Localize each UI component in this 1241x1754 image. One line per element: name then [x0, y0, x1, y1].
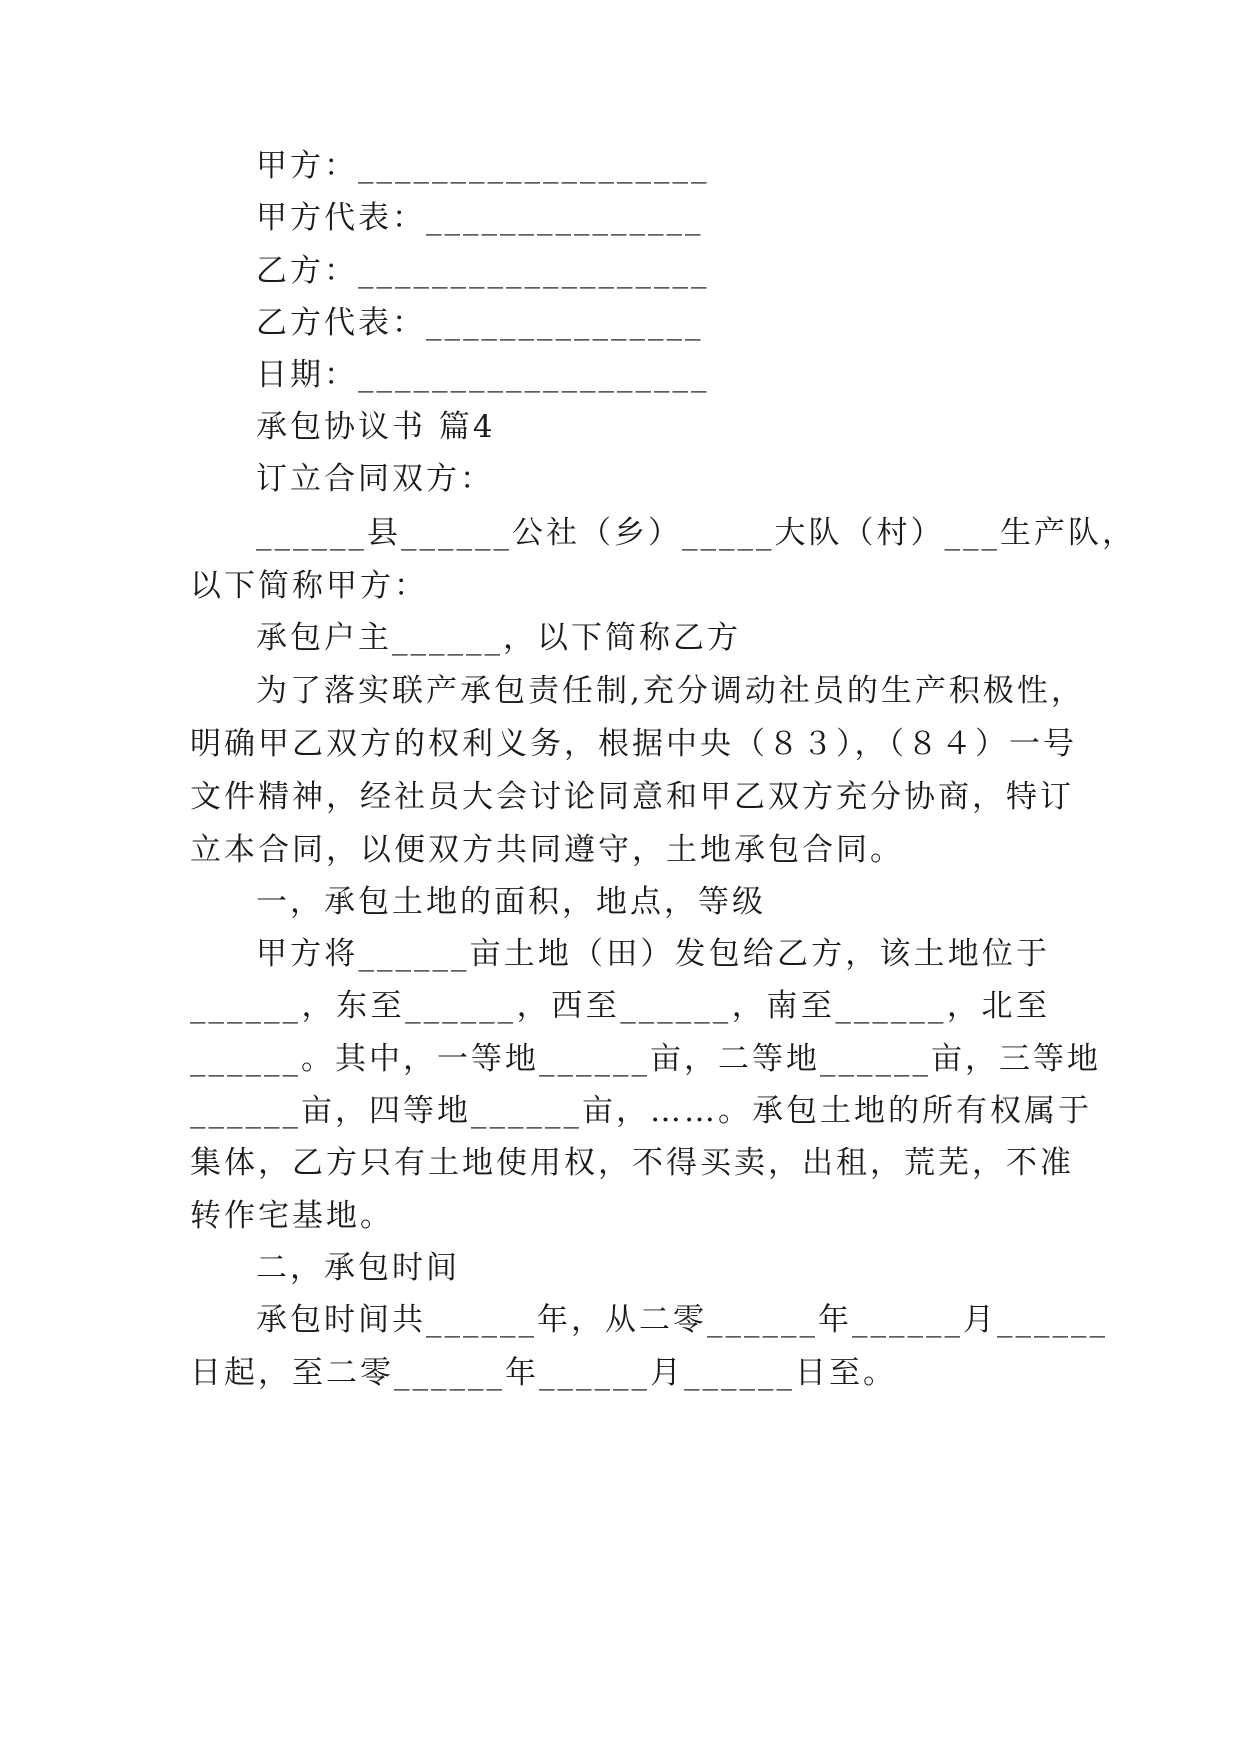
party-a-representative-line: 甲方代表：_______________: [256, 200, 704, 236]
paragraph-line: ______，东至______，西至______，南至______，北至: [190, 988, 1050, 1024]
paragraph-line: 甲方将______亩土地（田）发包给乙方，该土地位于: [256, 936, 1050, 972]
paragraph-line: 立本合同，以便双方共同遵守，土地承包合同。: [190, 832, 904, 868]
party-a-line: 甲方：___________________: [256, 148, 710, 184]
paragraph-line: 承包时间共______年，从二零______年______月______: [256, 1302, 1108, 1338]
section-title: 承包协议书 篇4: [256, 409, 496, 445]
paragraph-line: 集体，乙方只有土地使用权，不得买卖，出租，荒芜，不准: [190, 1145, 1074, 1181]
paragraph-line: 以下简称甲方：: [190, 568, 428, 604]
paragraph-line: 明确甲乙双方的权利义务，根据中央（８３），（８４）一号: [190, 726, 1077, 762]
clause-heading-1: 一，承包土地的面积，地点，等级: [256, 884, 766, 920]
party-b-representative-line: 乙方代表：_______________: [256, 305, 704, 341]
clause-heading-2: 二，承包时间: [256, 1250, 460, 1286]
paragraph-line: 日起，至二零______年______月______日至。: [190, 1355, 897, 1391]
paragraph-line: 为了落实联产承包责任制,充分调动社员的生产积极性，: [256, 673, 1085, 709]
date-line: 日期：___________________: [256, 357, 710, 393]
paragraph-line: 文件精神，经社员大会讨论同意和甲乙双方充分协商，特订: [190, 779, 1074, 815]
paragraph-line: ______。其中，一等地______亩，二等地______亩，三等地: [190, 1041, 1101, 1077]
paragraph-line: 承包户主______，以下简称乙方: [256, 620, 741, 656]
paragraph-line: ______亩，四等地______亩，……。承包土地的所有权属于: [190, 1093, 1092, 1129]
paragraph-line: ______县______公社（乡）_____大队（村）___生产队，: [256, 515, 1136, 551]
party-b-line: 乙方：___________________: [256, 253, 710, 289]
contract-parties-heading: 订立合同双方：: [256, 461, 494, 497]
paragraph-line: 转作宅基地。: [190, 1198, 394, 1234]
